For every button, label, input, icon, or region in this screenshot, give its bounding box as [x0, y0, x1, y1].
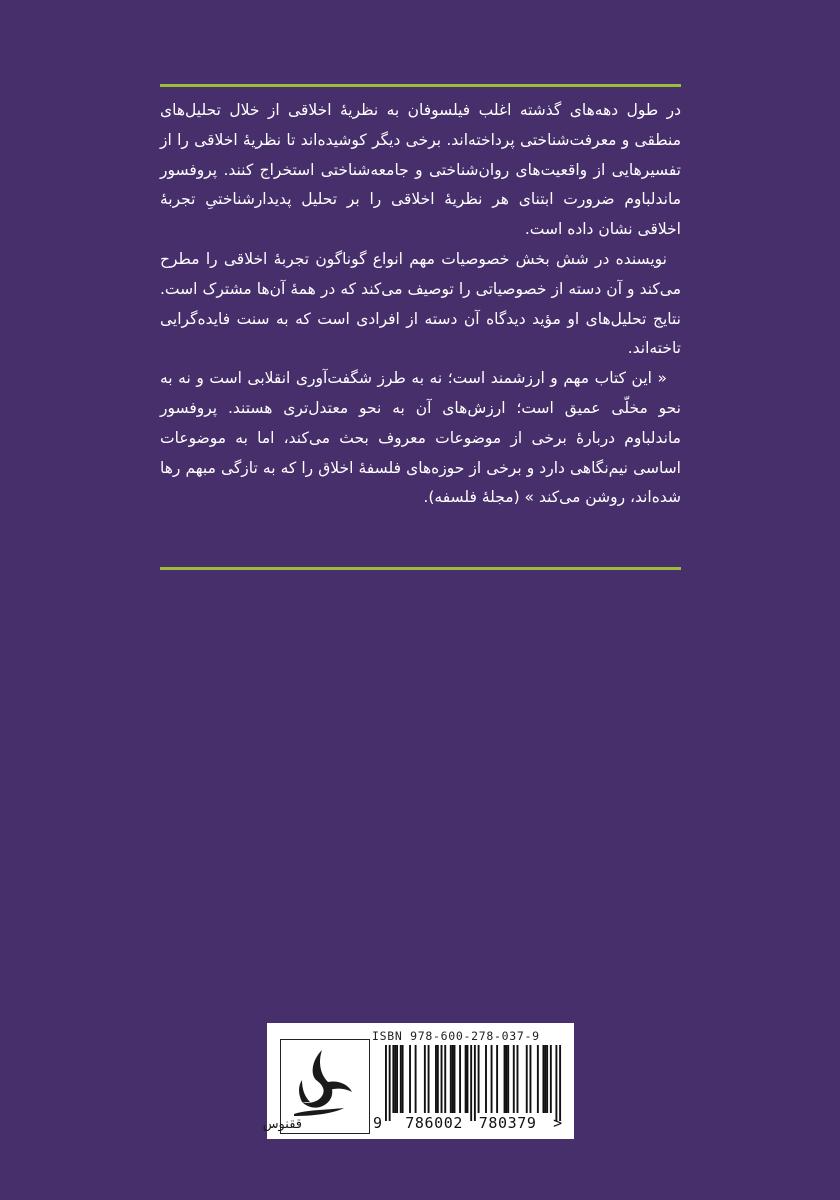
barcode-bar	[402, 1045, 404, 1113]
top-divider	[160, 84, 681, 87]
barcode-bar	[385, 1045, 387, 1121]
barcode-bar	[517, 1045, 519, 1113]
blurb-paragraph-3-review-quote: « این کتاب مهم و ارزشمند است؛ نه به طرز شگفت‌آوری انقلابی است و نه به نحو مخلّی عمیق است؛ ارزش‌های آن به نحو معتدل‌تری هستند. پروفسور ماندلباوم دربارهٔ برخی از موضوعات معروف بحث می‌کند، اما به موضوعات اساسی نیم‌نگاهی دارد و برخی از حوزه‌های فلسفهٔ اخلاق را که به تازگی مبهم رها شده‌اند، روشن می‌کند » (مجلهٔ فلسفه).	[160, 369, 681, 507]
barcode-digits-right: 780379	[478, 1114, 537, 1132]
barcode-bars	[385, 1045, 561, 1121]
barcode-bar	[550, 1045, 552, 1113]
barcode-bar	[513, 1045, 515, 1113]
isbn-label: ISBN 978-600-278-037-9	[372, 1029, 540, 1043]
barcode-bar	[459, 1045, 461, 1113]
barcode-bar	[507, 1045, 509, 1113]
bottom-divider	[160, 567, 681, 570]
barcode-bar	[415, 1045, 417, 1113]
barcode-digit-lead: 9	[373, 1114, 383, 1132]
barcode-bar	[450, 1045, 452, 1113]
publisher-logo	[262, 1028, 372, 1132]
barcode-digits-left: 786002	[405, 1114, 464, 1132]
barcode-bar	[441, 1045, 443, 1113]
back-cover-blurb	[160, 96, 681, 513]
barcode-bar	[526, 1045, 528, 1113]
barcode-number	[373, 1114, 573, 1132]
barcode-bar	[467, 1045, 469, 1113]
barcode-bar	[424, 1045, 426, 1113]
barcode-bar	[544, 1045, 546, 1113]
barcode-bar	[530, 1045, 532, 1113]
barcode-bar	[496, 1045, 498, 1113]
barcode-bar	[409, 1045, 411, 1113]
barcode-bar	[537, 1045, 539, 1113]
barcode-bar	[474, 1045, 476, 1121]
barcode-bar	[428, 1045, 430, 1113]
barcode-bar	[400, 1045, 402, 1113]
phoenix-logo-icon	[262, 1028, 372, 1132]
publisher-wordmark: ققنوس	[262, 1117, 302, 1132]
barcode-bar	[504, 1045, 506, 1113]
barcode-bar	[505, 1045, 507, 1113]
barcode-bar	[491, 1045, 493, 1113]
barcode-bar	[546, 1045, 548, 1113]
barcode-bar	[435, 1045, 437, 1113]
barcode-bar	[392, 1045, 394, 1113]
blurb-paragraph-2: نویسنده در شش بخش خصوصیات مهم انواع گوناگون تجربهٔ اخلاقی را مطرح می‌کند و آن دسته از خصوصیاتی را توصیف می‌کند که در همهٔ آن‌ها مشترک است. نتایج تحلیل‌های او مؤید دیدگاه آن دسته از افرادی است که به سنت فایده‌گرایی تاخته‌اند.	[160, 249, 681, 358]
barcode-bar	[555, 1045, 557, 1121]
barcode-bar	[542, 1045, 544, 1113]
barcode-bar	[559, 1045, 561, 1121]
barcode-bar	[465, 1045, 467, 1113]
barcode-bar	[444, 1045, 446, 1113]
barcode-bar	[454, 1045, 456, 1113]
barcode-bar	[485, 1045, 487, 1113]
blurb-paragraph-1: در طول دهه‌های گذشته اغلب فیلسوفان به نظریهٔ اخلاقی از خلال تحلیل‌های منطقی و معرفت‌شناختی پرداخته‌اند. برخی دیگر کوشیده‌اند تا نظریهٔ اخلاقی را از تفسیرهایی از واقعیت‌های روان‌شناختی و جامعه‌شناختی استخراج کنند. پروفسور ماندلباوم ضرورت ابتنای هر نظریهٔ اخلاقی را بر تحلیل پدیدارشناختیِ تجربهٔ اخلاقی نشان داده است.	[160, 101, 681, 239]
barcode-bar	[396, 1045, 398, 1113]
barcode-bar	[394, 1045, 396, 1113]
barcode-bar	[470, 1045, 472, 1121]
barcode-bar	[389, 1045, 391, 1121]
barcode-bar	[452, 1045, 454, 1113]
isbn-barcode-panel	[262, 1023, 574, 1139]
barcode-tail-mark: >	[553, 1114, 563, 1132]
barcode-bar	[478, 1045, 480, 1113]
barcode-bar	[437, 1045, 439, 1113]
